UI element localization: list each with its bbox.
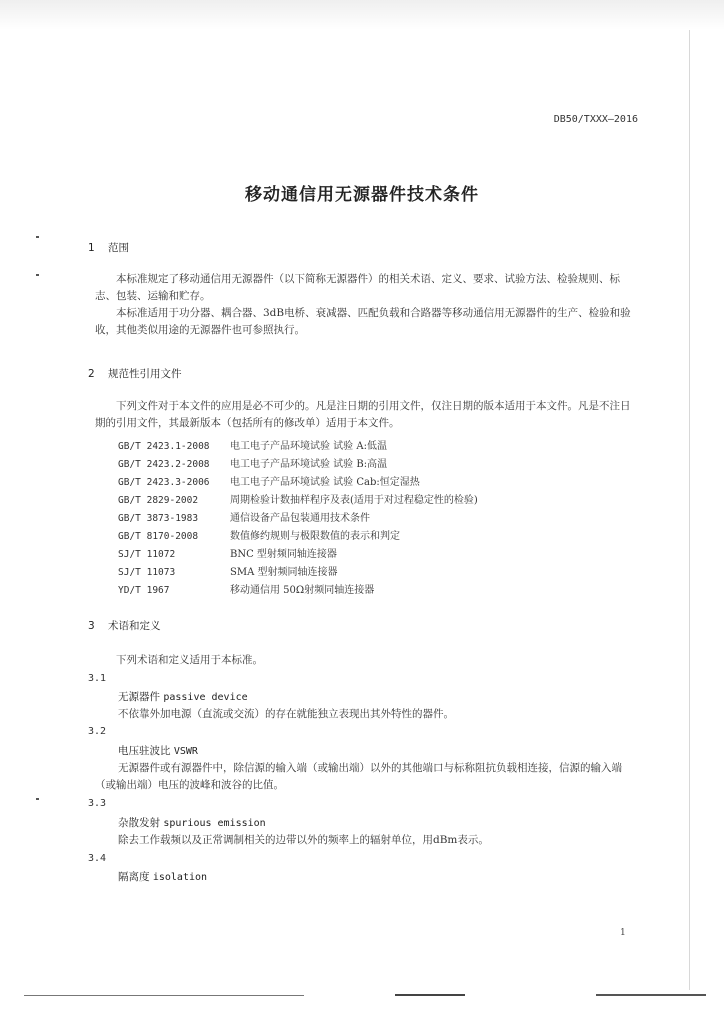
reference-title: 周期检验计数抽样程序及表(适用于对过程稳定性的检验) <box>230 495 478 506</box>
scan-line <box>689 30 690 990</box>
reference-title: 电工电子产品环境试验 试验 B:高温 <box>230 459 388 470</box>
term-zh: 隔离度 <box>118 871 150 883</box>
scan-rule <box>596 994 706 996</box>
section-3-heading <box>88 618 161 633</box>
term-entry <box>118 743 198 758</box>
reference-item <box>118 545 337 560</box>
reference-item <box>118 491 478 506</box>
clause-number: 3.2 <box>88 726 107 737</box>
scan-speck <box>36 236 39 238</box>
reference-title: 移动通信用 50Ω射频同轴连接器 <box>230 585 375 596</box>
section-number: 3 <box>88 620 95 632</box>
document-code: DB50/TXXX—2016 <box>553 114 638 125</box>
reference-item <box>118 455 387 470</box>
reference-title: 数值修约规则与极限数值的表示和判定 <box>230 531 400 542</box>
term-en: spurious emission <box>163 818 266 829</box>
section-1-heading <box>88 240 129 255</box>
term-entry <box>118 869 207 884</box>
reference-title: SMA 型射频同轴连接器 <box>230 567 338 578</box>
reference-code: GB/T 2423.3-2006 <box>118 477 210 488</box>
section-title: 规范性引用文件 <box>108 368 182 380</box>
reference-title: 电工电子产品环境试验 试验 Cab:恒定湿热 <box>230 477 420 488</box>
scan-speck <box>36 798 39 800</box>
section-title: 术语和定义 <box>108 620 161 632</box>
scan-edge <box>0 0 724 30</box>
section-1-paragraph-1: 本标准规定了移动通信用无源器件（以下简称无源器件）的相关术语、定义、要求、试验方法、检验规则、标志、包装、运输和贮存。 <box>95 273 620 302</box>
reference-title: 通信设备产品包装通用技术条件 <box>230 513 370 524</box>
term-entry <box>118 689 248 704</box>
term-definition: 无源器件或有源器件中，除信源的输入端（或输出端）以外的其他端口与标称阻抗负载相连接，信源的输入端（或输出端）电压的波峰和波谷的比值。 <box>95 762 622 791</box>
scan-rule <box>24 995 304 996</box>
reference-code: YD/T 1967 <box>118 585 170 596</box>
reference-item <box>118 527 400 542</box>
section-number: 2 <box>88 368 95 380</box>
reference-code: GB/T 8170-2008 <box>118 531 199 542</box>
section-title: 范围 <box>108 242 129 254</box>
section-2-heading <box>88 366 182 381</box>
scan-speck <box>36 274 39 276</box>
clause-number: 3.3 <box>88 798 107 809</box>
reference-code: GB/T 2423.1-2008 <box>118 441 210 452</box>
page-number: 1 <box>620 928 626 938</box>
term-entry <box>118 815 266 830</box>
reference-title: BNC 型射频同轴连接器 <box>230 549 337 560</box>
term-definition: 除去工作载频以及正常调制相关的边带以外的频率上的辐射单位，用dBm表示。 <box>118 834 489 846</box>
term-zh: 无源器件 <box>118 691 160 703</box>
section-3-intro: 下列术语和定义适用于本标准。 <box>116 654 263 666</box>
section-number: 1 <box>88 242 95 254</box>
term-en: isolation <box>152 872 208 883</box>
reference-code: SJ/T 11072 <box>118 549 176 560</box>
term-zh: 杂散发射 <box>118 817 160 829</box>
scan-rule <box>395 994 465 996</box>
reference-code: SJ/T 11073 <box>118 567 176 578</box>
section-1-paragraph-2: 本标准适用于功分器、耦合器、3dB电桥、衰减器、匹配负载和合路器等移动通信用无源器件的生产、检验和验收，其他类似用途的无源器件也可参照执行。 <box>95 307 631 336</box>
reference-item <box>118 563 338 578</box>
reference-item <box>118 437 387 452</box>
reference-title: 电工电子产品环境试验 试验 A:低温 <box>230 441 387 452</box>
reference-item <box>118 473 420 488</box>
reference-code: GB/T 2423.2-2008 <box>118 459 210 470</box>
clause-number: 3.4 <box>88 853 107 864</box>
term-zh: 电压驻波比 <box>118 745 171 757</box>
section-2-paragraph: 下列文件对于本文件的应用是必不可少的。凡是注日期的引用文件，仅注日期的版本适用于本文件。凡是不注日期的引用文件，其最新版本（包括所有的修改单）适用于本文件。 <box>95 400 631 429</box>
term-definition: 不依靠外加电源（直流或交流）的存在就能独立表现出其外特性的器件。 <box>118 708 454 720</box>
term-en: passive device <box>163 692 248 703</box>
term-en: VSWR <box>173 746 198 757</box>
reference-item <box>118 509 370 524</box>
reference-code: GB/T 3873-1983 <box>118 513 199 524</box>
document-title: 移动通信用无源器件技术条件 <box>245 185 479 205</box>
reference-item <box>118 581 374 596</box>
clause-number: 3.1 <box>88 673 107 684</box>
reference-code: GB/T 2829-2002 <box>118 495 199 506</box>
